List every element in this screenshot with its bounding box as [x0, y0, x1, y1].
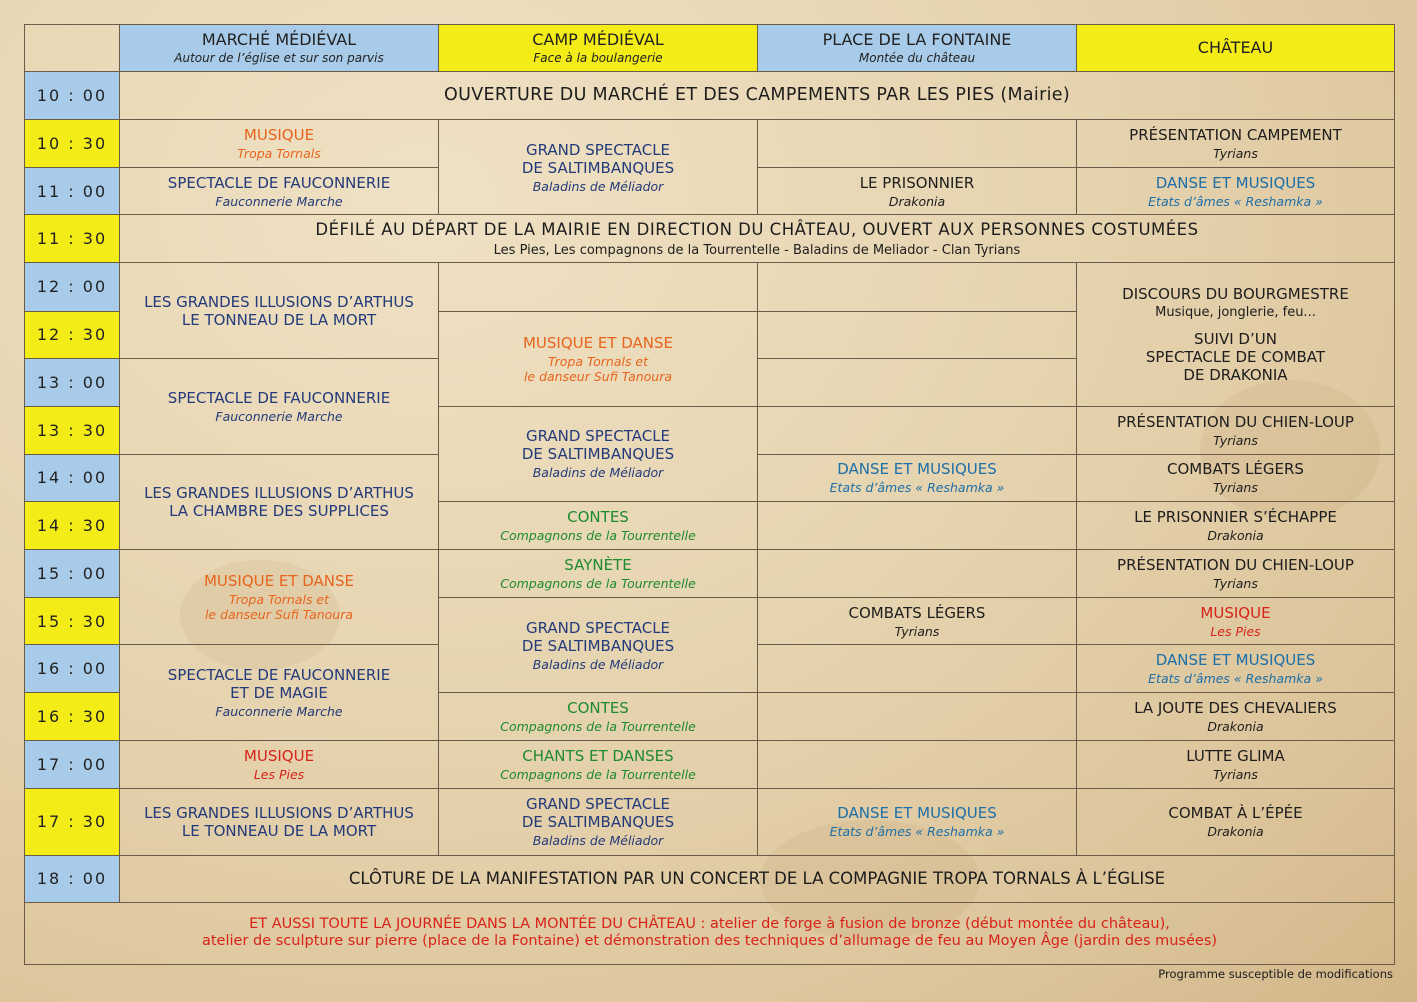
event-cell: [120, 263, 439, 358]
event-title: DE SALTIMBANQUES: [521, 158, 675, 177]
event-performer: Tropa Tornals et: [547, 353, 649, 369]
event-title: DE DRAKONIA: [1183, 366, 1288, 385]
event-cell: [439, 501, 758, 549]
time-cell: 13 : 30: [25, 406, 120, 454]
footer-line-1: [29, 916, 1390, 933]
event-cell: [1077, 741, 1395, 788]
event-cell: [439, 788, 758, 855]
event-cell: [439, 311, 758, 406]
event-performer: Tropa Tornals et: [228, 592, 330, 608]
event-performer: Drakonia: [1207, 719, 1264, 735]
event-cell: [120, 120, 439, 168]
event-performer: Les Pies: [1210, 623, 1261, 639]
event-title: CHANTS ET DANSES: [522, 746, 674, 765]
event-cell: [1077, 788, 1395, 855]
event-title: LA CHAMBRE DES SUPPLICES: [169, 501, 389, 520]
footer-row: [25, 902, 1395, 964]
event-performer: Les Pies: [253, 766, 305, 782]
time-cell: 14 : 00: [25, 454, 120, 501]
event-cell: [1077, 693, 1395, 741]
event-cell: [1077, 501, 1395, 549]
event-title: LES GRANDES ILLUSIONS D’ARTHUS: [144, 292, 414, 311]
event-performer: Etats d’âmes « Reshamka »: [1148, 193, 1323, 209]
event-title: ET DE MAGIE: [230, 684, 328, 703]
event-details: Musique, jonglerie, feu...: [1155, 304, 1316, 320]
event-performer: Baladins de Méliador: [532, 178, 664, 194]
event-title: LES GRANDES ILLUSIONS D’ARTHUS: [144, 803, 414, 822]
event-performer: le danseur Sufi Tanoura: [204, 607, 354, 623]
event-title: PRÉSENTATION DU CHIEN-LOUP: [1117, 556, 1354, 575]
event-title: COMBAT À L’ÉPÉE: [1168, 804, 1303, 823]
time-cell: 10 : 30: [25, 120, 120, 168]
empty-cell: [758, 645, 1077, 693]
empty-cell: [758, 311, 1077, 358]
time-cell: 14 : 30: [25, 501, 120, 549]
spacer: [1081, 320, 1390, 330]
empty-cell: [758, 263, 1077, 311]
event-title: DANSE ET MUSIQUES: [837, 460, 997, 479]
event-performer: Compagnons de la Tourrentelle: [500, 766, 696, 782]
event-cell: [439, 406, 758, 501]
event-performer: Baladins de Méliador: [532, 465, 664, 481]
footer-text: : atelier de forge à fusion de bronze (début montée du château),: [695, 915, 1170, 932]
event-title: MUSIQUE ET DANSE: [203, 572, 355, 591]
event-cell: [758, 454, 1077, 501]
event-performer: Etats d’âmes « Reshamka »: [829, 824, 1005, 840]
event-performer: Fauconnerie Marche: [215, 408, 343, 424]
event-performer: Compagnons de la Tourrentelle: [500, 527, 696, 543]
event-performer: Tyrians: [1213, 480, 1258, 496]
event-title: DE SALTIMBANQUES: [521, 813, 675, 832]
time-cell: 12 : 30: [25, 311, 120, 358]
event-cell: [439, 550, 758, 598]
header-fontaine: [758, 25, 1077, 72]
event-cell: [1077, 550, 1395, 598]
row-1130: [25, 215, 1395, 263]
event-cell: [1077, 598, 1395, 645]
event-cell: [1077, 406, 1395, 454]
event-performer: Compagnons de la Tourrentelle: [500, 719, 696, 735]
event-title: DANSE ET MUSIQUES: [1155, 651, 1316, 670]
event-title: DANSE ET MUSIQUES: [1155, 173, 1316, 192]
event-cell: [1077, 168, 1395, 215]
event-title: GRAND SPECTACLE: [525, 427, 671, 446]
event-cell: [439, 120, 758, 215]
event-title: LUTTE GLIMA: [1186, 746, 1285, 765]
event-cell: [1077, 120, 1395, 168]
empty-cell: [758, 501, 1077, 549]
event-title: MUSIQUE: [243, 746, 315, 765]
event-title: SPECTACLE DE FAUCONNERIE: [167, 388, 391, 407]
event-performer: Tyrians: [1213, 432, 1258, 448]
event-cell: [120, 645, 439, 741]
event-cell: [120, 168, 439, 215]
header-title: PLACE DE LA FONTAINE: [822, 30, 1012, 50]
time-cell: 16 : 30: [25, 693, 120, 741]
time-cell: 12 : 00: [25, 263, 120, 311]
header-title: CHÂTEAU: [1197, 38, 1274, 58]
event-performer: Baladins de Méliador: [532, 656, 664, 672]
empty-cell: [758, 358, 1077, 406]
event-title: GRAND SPECTACLE: [525, 618, 671, 637]
event-performer: Tropa Tornals: [237, 146, 321, 162]
event-performer: Drakonia: [1207, 527, 1264, 543]
footer-line-2: atelier de sculpture sur pierre (place de la Fontaine) et démonstration des techniques d’allumage de feu au Moyen Âge (jardin des musées): [201, 933, 1218, 950]
time-cell: 11 : 00: [25, 168, 120, 215]
event-title: LE TONNEAU DE LA MORT: [181, 310, 377, 329]
event-performer: Etats d’âmes « Reshamka »: [829, 480, 1005, 496]
event-title: SAYNÈTE: [564, 556, 632, 575]
event-performer: Etats d’âmes « Reshamka »: [1148, 671, 1323, 687]
event-title: SPECTACLE DE FAUCONNERIE: [167, 666, 391, 685]
event-title: GRAND SPECTACLE: [525, 140, 671, 159]
event-title: LA JOUTE DES CHEVALIERS: [1134, 699, 1337, 718]
time-cell: 13 : 00: [25, 358, 120, 406]
header-marche: [120, 25, 439, 72]
event-performer: le danseur Sufi Tanoura: [523, 368, 673, 384]
header-row: [25, 25, 1395, 72]
event-cell: [1077, 645, 1395, 693]
empty-cell: [439, 263, 758, 311]
event-cell: [439, 693, 758, 741]
event-title: PRÉSENTATION DU CHIEN-LOUP: [1117, 412, 1354, 431]
empty-cell: [758, 741, 1077, 788]
footer-highlight: ET AUSSI TOUTE LA JOURNÉE DANS LA MONTÉE DU CHÂTEAU: [249, 915, 696, 932]
row-1200: [25, 263, 1395, 311]
empty-cell: [758, 120, 1077, 168]
event-performer: Drakonia: [888, 193, 946, 209]
event-performer: Baladins de Méliador: [532, 833, 664, 849]
event-cell: [120, 358, 439, 454]
event-cell: [120, 550, 439, 645]
parade-title: DÉFILÉ AU DÉPART DE LA MAIRIE EN DIRECTION DU CHÂTEAU, OUVERT AUX PERSONNES COSTUMÉES: [315, 219, 1199, 239]
header-subtitle: Face à la boulangerie: [533, 51, 663, 66]
row-1000: [25, 72, 1395, 120]
header-title: CAMP MÉDIÉVAL: [532, 30, 664, 50]
time-cell: 16 : 00: [25, 645, 120, 693]
event-title: SPECTACLE DE COMBAT: [1145, 348, 1326, 367]
empty-cell: [758, 693, 1077, 741]
event-performer: Tyrians: [894, 623, 940, 639]
time-cell: 17 : 30: [25, 788, 120, 855]
event-cell: [120, 454, 439, 549]
event-title: DANSE ET MUSIQUES: [837, 804, 997, 823]
time-cell: 10 : 00: [25, 72, 120, 120]
event-cell: [1077, 454, 1395, 501]
event-performer: Tyrians: [1213, 766, 1258, 782]
event-performer: Fauconnerie Marche: [215, 704, 343, 720]
event-title: LE TONNEAU DE LA MORT: [181, 821, 377, 840]
parade-participants: Les Pies, Les compagnons de la Tourrentelle - Baladins de Meliador - Clan Tyrians: [493, 242, 1021, 258]
event-performer: Tyrians: [1213, 146, 1258, 162]
event-cell: [758, 788, 1077, 855]
event-title: GRAND SPECTACLE: [525, 795, 671, 814]
event-cell: [758, 598, 1077, 645]
time-cell: 18 : 00: [25, 855, 120, 902]
event-title: DE SALTIMBANQUES: [521, 636, 675, 655]
closing-banner: CLÔTURE DE LA MANIFESTATION PAR UN CONCERT DE LA COMPAGNIE TROPA TORNALS À L’ÉGLISE: [120, 855, 1395, 902]
disclaimer-note: Programme susceptible de modifications: [1158, 967, 1393, 981]
event-title: SUIVI D’UN: [1194, 330, 1277, 349]
header-chateau: [1077, 25, 1395, 72]
event-title: MUSIQUE: [1200, 603, 1271, 622]
row-1800: [25, 855, 1395, 902]
opening-banner: OUVERTURE DU MARCHÉ ET DES CAMPEMENTS PAR LES PIES (Mairie): [120, 72, 1395, 120]
footer-cell: [25, 902, 1395, 964]
event-title: LE PRISONNIER: [859, 173, 975, 192]
empty-cell: [758, 550, 1077, 598]
header-subtitle: Autour de l’église et sur son parvis: [174, 51, 384, 66]
event-performer: Compagnons de la Tourrentelle: [500, 576, 696, 592]
event-cell: [439, 741, 758, 788]
time-cell: 11 : 30: [25, 215, 120, 263]
empty-cell: [758, 406, 1077, 454]
event-title: DISCOURS DU BOURGMESTRE: [1122, 284, 1349, 303]
event-title: DE SALTIMBANQUES: [521, 445, 675, 464]
header-subtitle: Montée du château: [858, 51, 976, 66]
event-cell: [120, 741, 439, 788]
row-1730: [25, 788, 1395, 855]
schedule-table: [24, 24, 1395, 965]
event-title: LE PRISONNIER S’ÉCHAPPE: [1134, 507, 1337, 526]
event-title: CONTES: [567, 699, 629, 718]
event-cell: [758, 168, 1077, 215]
time-cell: 15 : 30: [25, 598, 120, 645]
time-cell: 15 : 00: [25, 550, 120, 598]
header-title: MARCHÉ MÉDIÉVAL: [201, 30, 357, 50]
event-title: SPECTACLE DE FAUCONNERIE: [167, 173, 391, 192]
event-title: LES GRANDES ILLUSIONS D’ARTHUS: [144, 483, 414, 502]
event-cell: [439, 598, 758, 693]
event-title: MUSIQUE: [243, 126, 315, 145]
parade-banner: [120, 215, 1395, 263]
event-cell: [120, 788, 439, 855]
time-cell: 17 : 00: [25, 741, 120, 788]
event-title: PRÉSENTATION CAMPEMENT: [1129, 126, 1342, 145]
event-title: COMBATS LÉGERS: [848, 603, 986, 622]
event-performer: Fauconnerie Marche: [215, 193, 343, 209]
event-cell: [1077, 263, 1395, 406]
corner-cell: [25, 25, 120, 72]
row-1030: [25, 120, 1395, 168]
event-performer: Tyrians: [1213, 576, 1258, 592]
event-title: COMBATS LÉGERS: [1167, 460, 1304, 479]
row-1700: [25, 741, 1395, 788]
row-1500: [25, 550, 1395, 598]
event-performer: Drakonia: [1207, 824, 1264, 840]
header-camp: [439, 25, 758, 72]
event-title: MUSIQUE ET DANSE: [522, 333, 674, 352]
event-title: CONTES: [567, 507, 629, 526]
